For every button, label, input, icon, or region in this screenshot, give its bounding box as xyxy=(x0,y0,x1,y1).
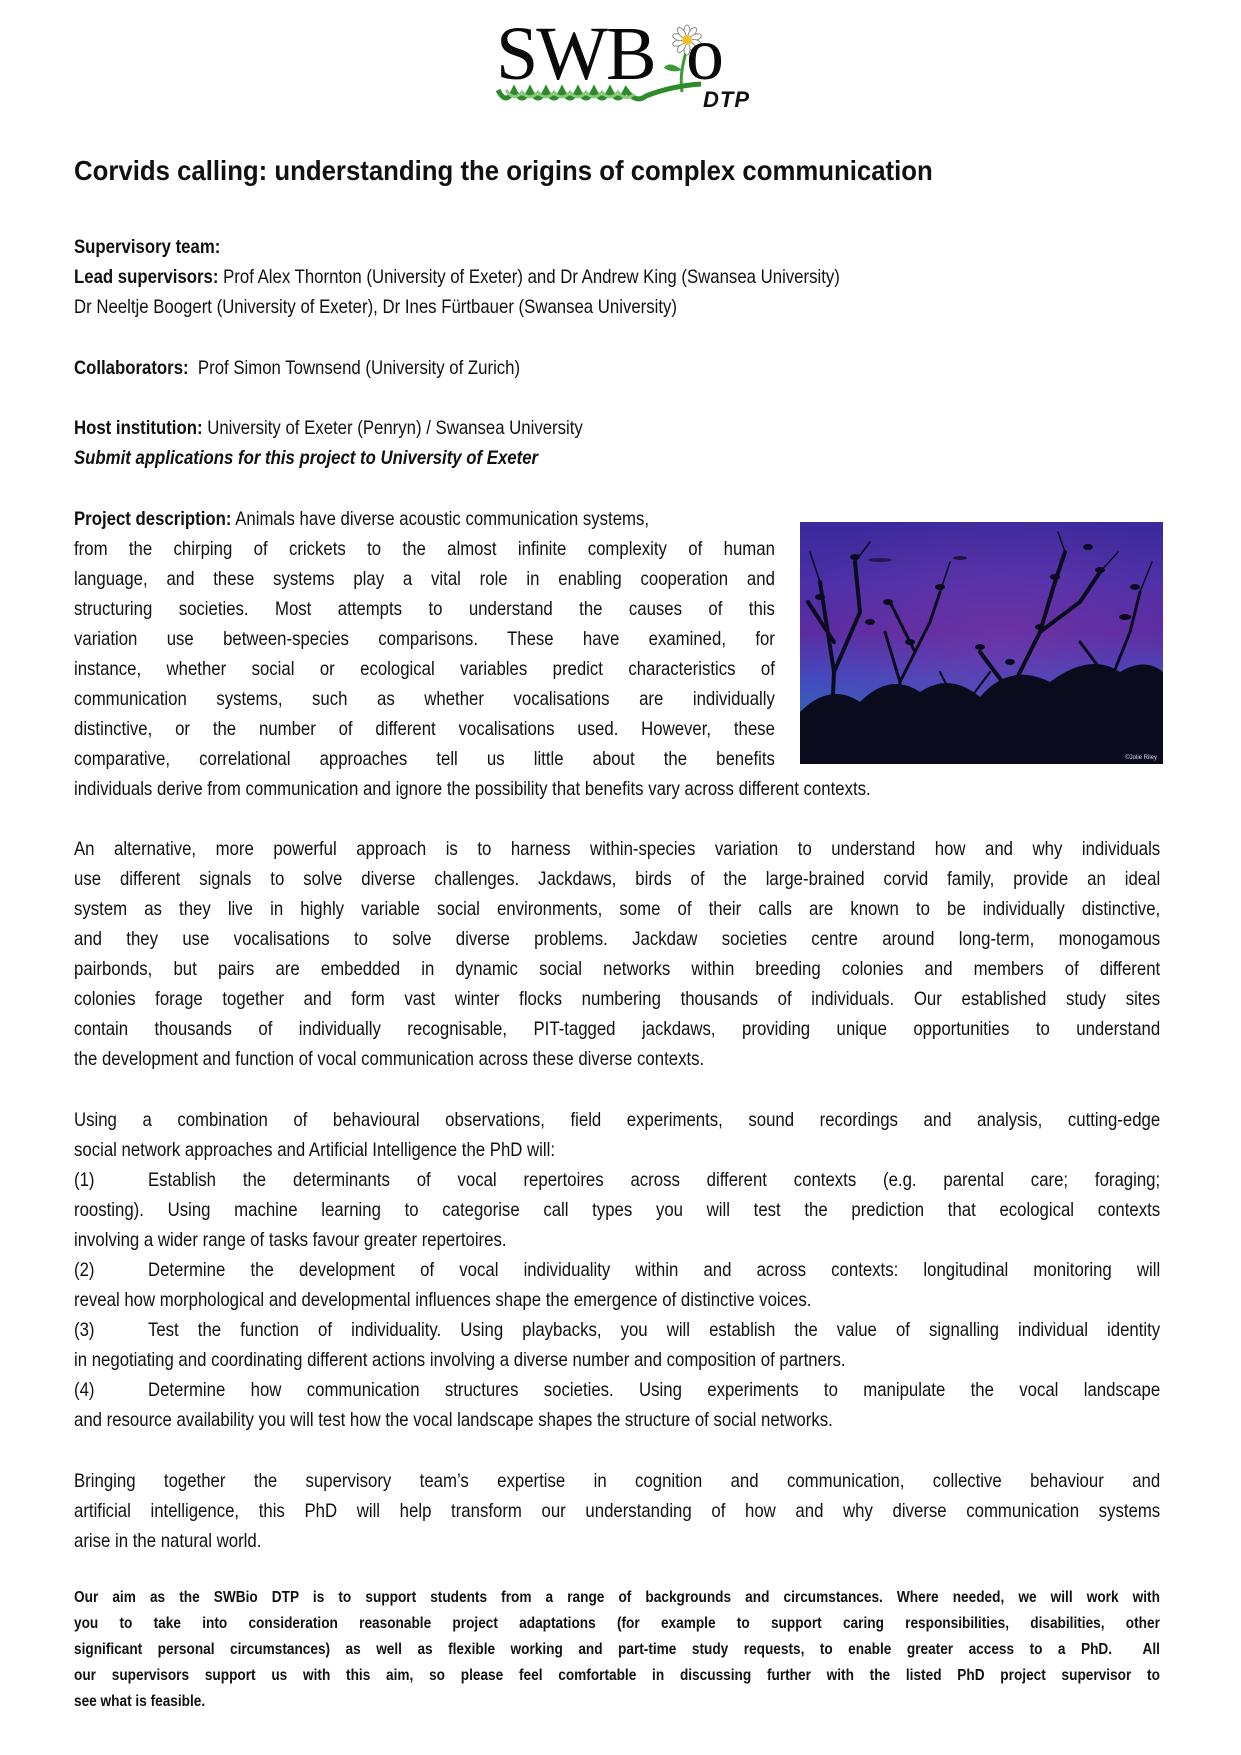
paragraph-line: An alternative, more powerful approach is to harness within-species variation to understand how and why individuals xyxy=(74,838,1161,860)
aim-text: Determine how communication structures societies. Using experiments to manipulate the vocal landscape xyxy=(147,1379,1161,1401)
aim-text: in negotiating and coordinating different actions involving a diverse number and composition of partners. xyxy=(74,1349,846,1371)
co-supervisors: Dr Neeltje Boogert (University of Exeter), Dr Ines Fürtbauer (Swansea University) xyxy=(74,296,677,318)
aim-text: roosting). Using machine learning to categorise call types you will test the prediction that ecological contexts xyxy=(74,1199,1161,1221)
logo-wordmark: SWB xyxy=(496,12,655,96)
description-line: distinctive, or the number of different vocalisations used. However, these xyxy=(74,718,775,740)
statement-line: significant personal circumstances) as well as flexible working and part-time study requests, to enable greater access to a PhD. All xyxy=(74,1641,1160,1658)
paragraph-line: the development and function of vocal communication across these diverse contexts. xyxy=(74,1048,705,1070)
aim-text: Determine the development of vocal individuality within and across contexts: longitudinal monitoring will xyxy=(147,1259,1161,1281)
aim-item-3 xyxy=(74,1315,1241,1375)
supervisory-team-section xyxy=(74,232,965,322)
page-title: Corvids calling: understanding the origins of complex communication xyxy=(74,155,933,186)
collaborators-section xyxy=(74,353,593,383)
collaborators-value: Prof Simon Townsend (University of Zurich) xyxy=(188,357,521,379)
host-section xyxy=(74,413,666,473)
paragraph-line: and they use vocalisations to solve diverse problems. Jackdaw societies centre around long-term, monogamous xyxy=(74,928,1161,950)
supervisory-heading: Supervisory team: xyxy=(74,236,221,258)
swbio-dtp-logo xyxy=(496,12,750,112)
aim-text: Establish the determinants of vocal repertoires across different contexts (e.g. parental care; foraging; xyxy=(147,1169,1161,1191)
photo-credit: ©Jolie Riley xyxy=(1125,755,1157,761)
statement-line: you to take into consideration reasonable project adaptations (for example to support caring responsibilities, disabilities, other xyxy=(74,1615,1160,1632)
aim-text: involving a wider range of tasks favour greater repertoires. xyxy=(74,1229,507,1251)
paragraph-line: use different signals to solve diverse challenges. Jackdaws, birds of the large-brained corvid family, provide an ideal xyxy=(74,868,1161,890)
paragraph-line: Using a combination of behavioural observations, field experiments, sound recordings and analysis, cutting-edge xyxy=(74,1109,1161,1131)
project-description xyxy=(74,504,871,804)
aim-number: (1) xyxy=(74,1169,95,1191)
project-description-label: Project description: xyxy=(74,508,232,530)
statement-line: Our aim as the SWBio DTP is to support students from a range of backgrounds and circumstances. Where needed, we will work with xyxy=(74,1589,1160,1606)
description-line: from the chirping of crickets to the almost infinite complexity of human xyxy=(74,538,775,560)
description-line: language, and these systems play a vital role in enabling cooperation and xyxy=(74,568,775,590)
paragraph-line: social network approaches and Artificial Intelligence the PhD will: xyxy=(74,1139,555,1161)
paragraph-conclusion xyxy=(74,1466,1241,1556)
logo-letter-o: o xyxy=(686,12,724,96)
aim-number: (4) xyxy=(74,1379,95,1401)
tree-silhouette-image xyxy=(800,522,1163,764)
paragraph-line: colonies forage together and form vast winter flocks numbering thousands of individuals. Our established study sites xyxy=(74,988,1161,1010)
statement-line: our supervisors support us with this aim, so please feel comfortable in discussing further with the listed PhD project supervisor to xyxy=(74,1667,1160,1684)
description-line: structuring societies. Most attempts to understand the causes of this xyxy=(74,598,775,620)
statement-line: see what is feasible. xyxy=(74,1693,206,1710)
host-label: Host institution: xyxy=(74,417,203,439)
aim-text: Test the function of individuality. Using playbacks, you will establish the value of signalling individual identity xyxy=(147,1319,1161,1341)
description-line: individuals derive from communication and ignore the possibility that benefits vary across different contexts. xyxy=(74,778,871,800)
aim-item-2 xyxy=(74,1255,1241,1315)
paragraph-phd-aims xyxy=(74,1105,1241,1435)
inclusivity-statement xyxy=(74,1585,1160,1715)
logo-dtp: DTP xyxy=(703,87,750,112)
paragraph-alternative-approach xyxy=(74,834,1241,1074)
submit-note: Submit applications for this project to University of Exeter xyxy=(74,447,539,469)
aim-text: reveal how morphological and developmental influences shape the emergence of distinctive voices. xyxy=(74,1289,812,1311)
lead-supervisors-value: Prof Alex Thornton (University of Exeter) and Dr Andrew King (Swansea University) xyxy=(218,266,840,288)
paragraph-line: pairbonds, but pairs are embedded in dynamic social networks within breeding colonies and members of different xyxy=(74,958,1161,980)
description-line: comparative, correlational approaches tell us little about the benefits xyxy=(74,748,775,770)
aim-text: and resource availability you will test how the vocal landscape shapes the structure of social networks. xyxy=(74,1409,833,1431)
aim-item-4 xyxy=(74,1375,1241,1435)
aim-number: (3) xyxy=(74,1319,95,1341)
lead-supervisors-label: Lead supervisors: xyxy=(74,266,219,288)
description-line: instance, whether social or ecological variables predict characteristics of xyxy=(74,658,775,680)
description-line: variation use between-species comparisons. These have examined, for xyxy=(74,628,775,650)
aim-item-1 xyxy=(74,1165,1241,1255)
paragraph-line: Bringing together the supervisory team’s expertise in cognition and communication, collective behaviour and xyxy=(74,1470,1161,1492)
host-value: University of Exeter (Penryn) / Swansea University xyxy=(202,417,583,439)
paragraph-line: artificial intelligence, this PhD will help transform our understanding of how and why diverse communication systems xyxy=(74,1500,1161,1522)
description-line: communication systems, such as whether vocalisations are individually xyxy=(74,688,775,710)
paragraph-line: contain thousands of individually recognisable, PIT-tagged jackdaws, providing unique opportunities to understand xyxy=(74,1018,1161,1040)
jackdaws-photo xyxy=(800,522,1163,764)
collaborators-label: Collaborators: xyxy=(74,357,189,379)
aim-number: (2) xyxy=(74,1259,95,1281)
paragraph-line: arise in the natural world. xyxy=(74,1530,262,1552)
description-line: Animals have diverse acoustic communication systems, xyxy=(231,508,650,530)
paragraph-line: system as they live in highly variable social environments, some of their calls are known to be individually distinctive, xyxy=(74,898,1161,920)
